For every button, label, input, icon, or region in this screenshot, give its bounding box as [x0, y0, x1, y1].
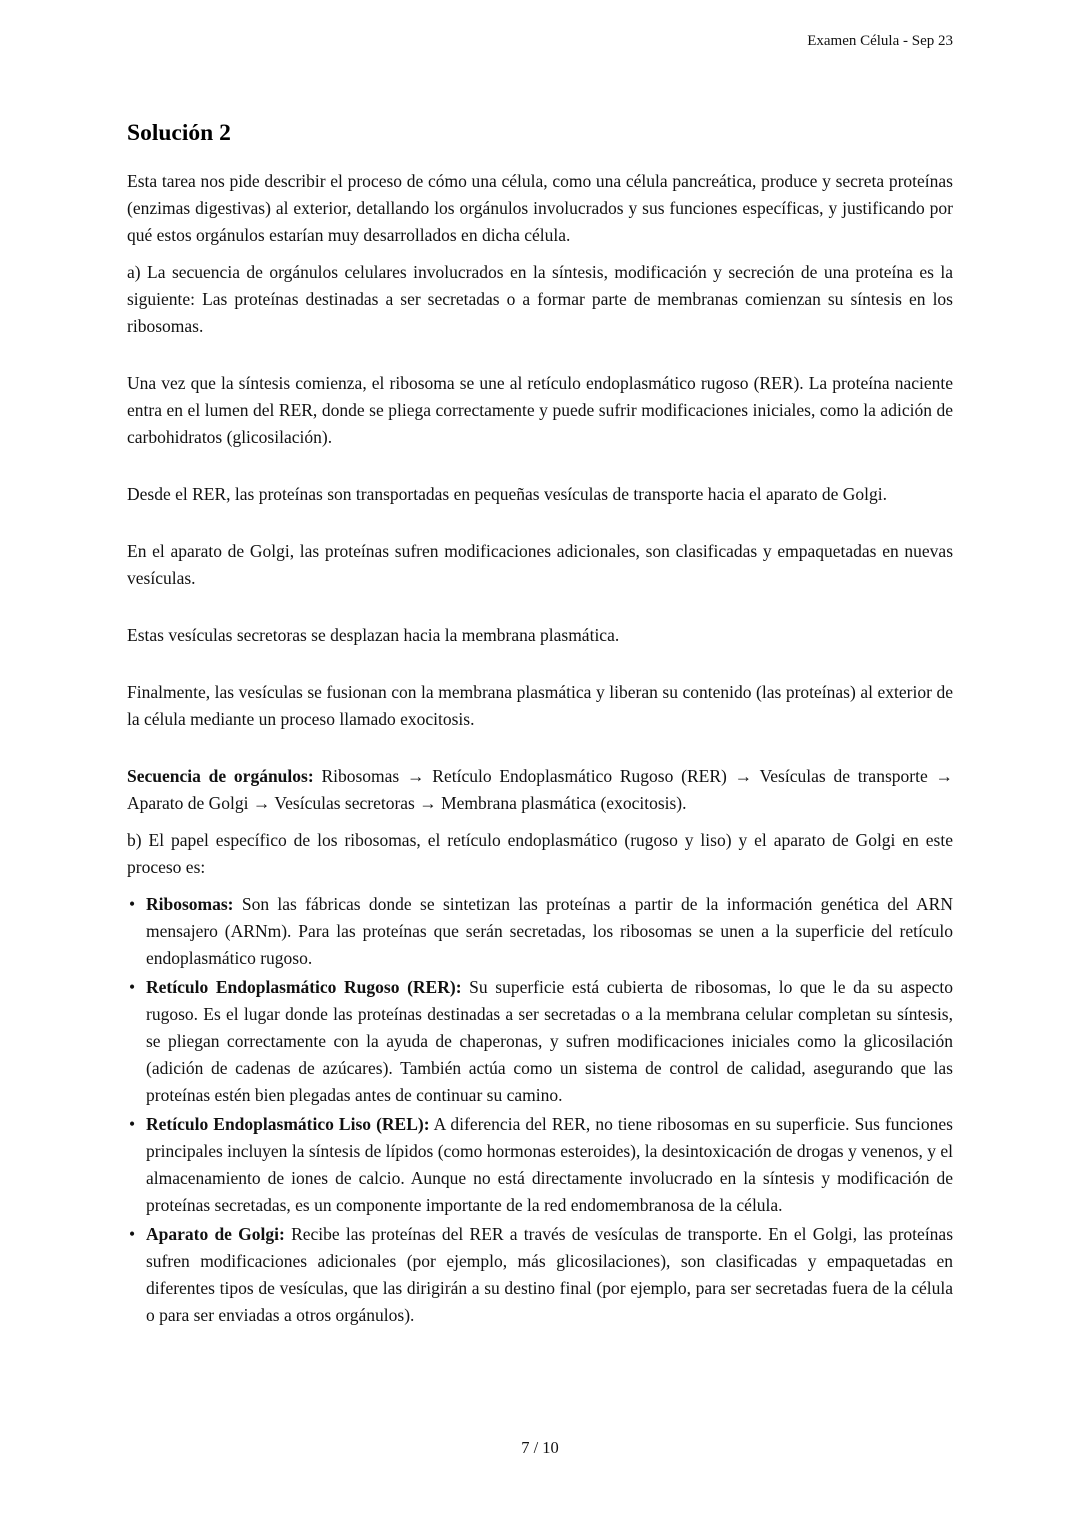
- paragraph-golgi: [127, 538, 953, 592]
- paragraph-b: [127, 827, 953, 881]
- organelle-list: [127, 891, 953, 1329]
- list-item-text: Son las fábricas donde se sintetizan las proteínas a partir de la información genética del ARN mensajero (ARNm). Para las proteínas que serán secretadas, los ribosomas se unen a la superficie del retículo endoplasmático rugoso.: [146, 894, 953, 968]
- paragraph-secuencia: [127, 763, 953, 817]
- paragraph-text: Ribosomas → Retículo Endoplasmático Rugoso (RER) → Vesículas de transporte → Aparato de Golgi → Vesículas secretoras → Membrana plasmática (exocitosis).: [127, 766, 953, 813]
- bullet-icon: •: [129, 1224, 136, 1244]
- page-number: 7 / 10: [521, 1438, 559, 1457]
- paragraph-text: Finalmente, las vesículas se fusionan con la membrana plasmática y liberan su contenido (las proteínas) al exterior de la célula mediante un proceso llamado exocitosis.: [127, 682, 953, 729]
- paragraph-text: a) La secuencia de orgánulos celulares involucrados en la síntesis, modificación y secreción de una proteína es la siguiente: Las proteínas destinadas a ser secretadas o a formar parte de membranas comienzan su síntesis en los ribosomas.: [127, 262, 953, 336]
- paragraph-text: Estas vesículas secretoras se desplazan hacia la membrana plasmática.: [127, 625, 620, 645]
- list-item-text: A diferencia del RER, no tiene ribosomas en su superficie. Sus funciones principales incluyen la síntesis de lípidos (como hormonas esteroides), la desintoxicación de drogas y venenos, y el almacenamiento de iones de calcio. Aunque no está directamente involucrado en la síntesis y modificación de proteínas secretadas, es un componente importante de la red endomembranosa de la célula.: [146, 1114, 953, 1215]
- paragraph-intro: [127, 168, 953, 249]
- paragraph-text: Desde el RER, las proteínas son transportadas en pequeñas vesículas de transporte hacia el aparato de Golgi.: [127, 484, 888, 504]
- list-item-lead: Retículo Endoplasmático Rugoso (RER):: [146, 977, 462, 997]
- paragraph-text: Una vez que la síntesis comienza, el ribosoma se une al retículo endoplasmático rugoso (RER). La proteína naciente entra en el lumen del RER, donde se pliega correctamente y puede sufrir modificaciones iniciales, como la adición de carbohidratos (glicosilación).: [127, 373, 953, 447]
- paragraph-vesiculas-transporte: [127, 481, 953, 508]
- list-item-rer: [127, 974, 953, 1109]
- bullet-icon: •: [129, 1114, 136, 1134]
- page-header: [127, 30, 953, 52]
- list-item-lead: Ribosomas:: [146, 894, 234, 914]
- paragraph-text: Esta tarea nos pide describir el proceso de cómo una célula, como una célula pancreática, produce y secreta proteínas (enzimas digestivas) al exterior, detallando los orgánulos involucrados y sus funciones específicas, y justificando por qué estos orgánulos estarían muy desarrollados en dicha célula.: [127, 171, 953, 245]
- list-item-lead: Aparato de Golgi:: [146, 1224, 285, 1244]
- paragraph-text: b) El papel específico de los ribosomas, el retículo endoplasmático (rugoso y liso) y el aparato de Golgi en este proceso es:: [127, 830, 953, 877]
- list-item-text: Recibe las proteínas del RER a través de vesículas de transporte. En el Golgi, las proteínas sufren modificaciones adicionales (por ejemplo, más glicosilaciones), son clasificadas y empaquetadas en diferentes tipos de vesículas, que las dirigirán a su destino final (por ejemplo, para ser secretadas fuera de la célula o para ser enviadas a otros orgánulos).: [146, 1224, 954, 1325]
- bullet-icon: •: [129, 894, 136, 914]
- header-running-title: Examen Célula - Sep 23: [807, 33, 953, 49]
- list-item-ribosomas: [127, 891, 953, 972]
- list-item-text: Su superficie está cubierta de ribosomas, lo que le da su aspecto rugoso. Es el lugar donde las proteínas destinadas a ser secretadas o a la membrana celular completan su síntesis, se pliegan correctamente con la ayuda de chaperonas, y sufren modificaciones iniciales como la glicosilación (adición de cadenas de azúcares). También actúa como un sistema de control de calidad, asegurando que las proteínas estén bien plegadas antes de continuar su camino.: [146, 977, 953, 1105]
- list-item-rel: [127, 1111, 953, 1219]
- paragraph-a: [127, 259, 953, 340]
- list-item-lead: Retículo Endoplasmático Liso (REL):: [146, 1114, 430, 1134]
- paragraph-lead: Secuencia de orgánulos:: [127, 766, 314, 786]
- page-footer: [0, 1434, 1080, 1461]
- paragraph-vesiculas-secretoras: [127, 622, 953, 649]
- page-title: Solución 2: [127, 120, 231, 146]
- paragraph-rer: [127, 370, 953, 451]
- list-item-golgi: [127, 1221, 953, 1329]
- paragraph-text: En el aparato de Golgi, las proteínas sufren modificaciones adicionales, son clasificadas y empaquetadas en nuevas vesículas.: [127, 541, 953, 588]
- bullet-icon: •: [129, 977, 136, 997]
- paragraph-exocitosis: [127, 679, 953, 733]
